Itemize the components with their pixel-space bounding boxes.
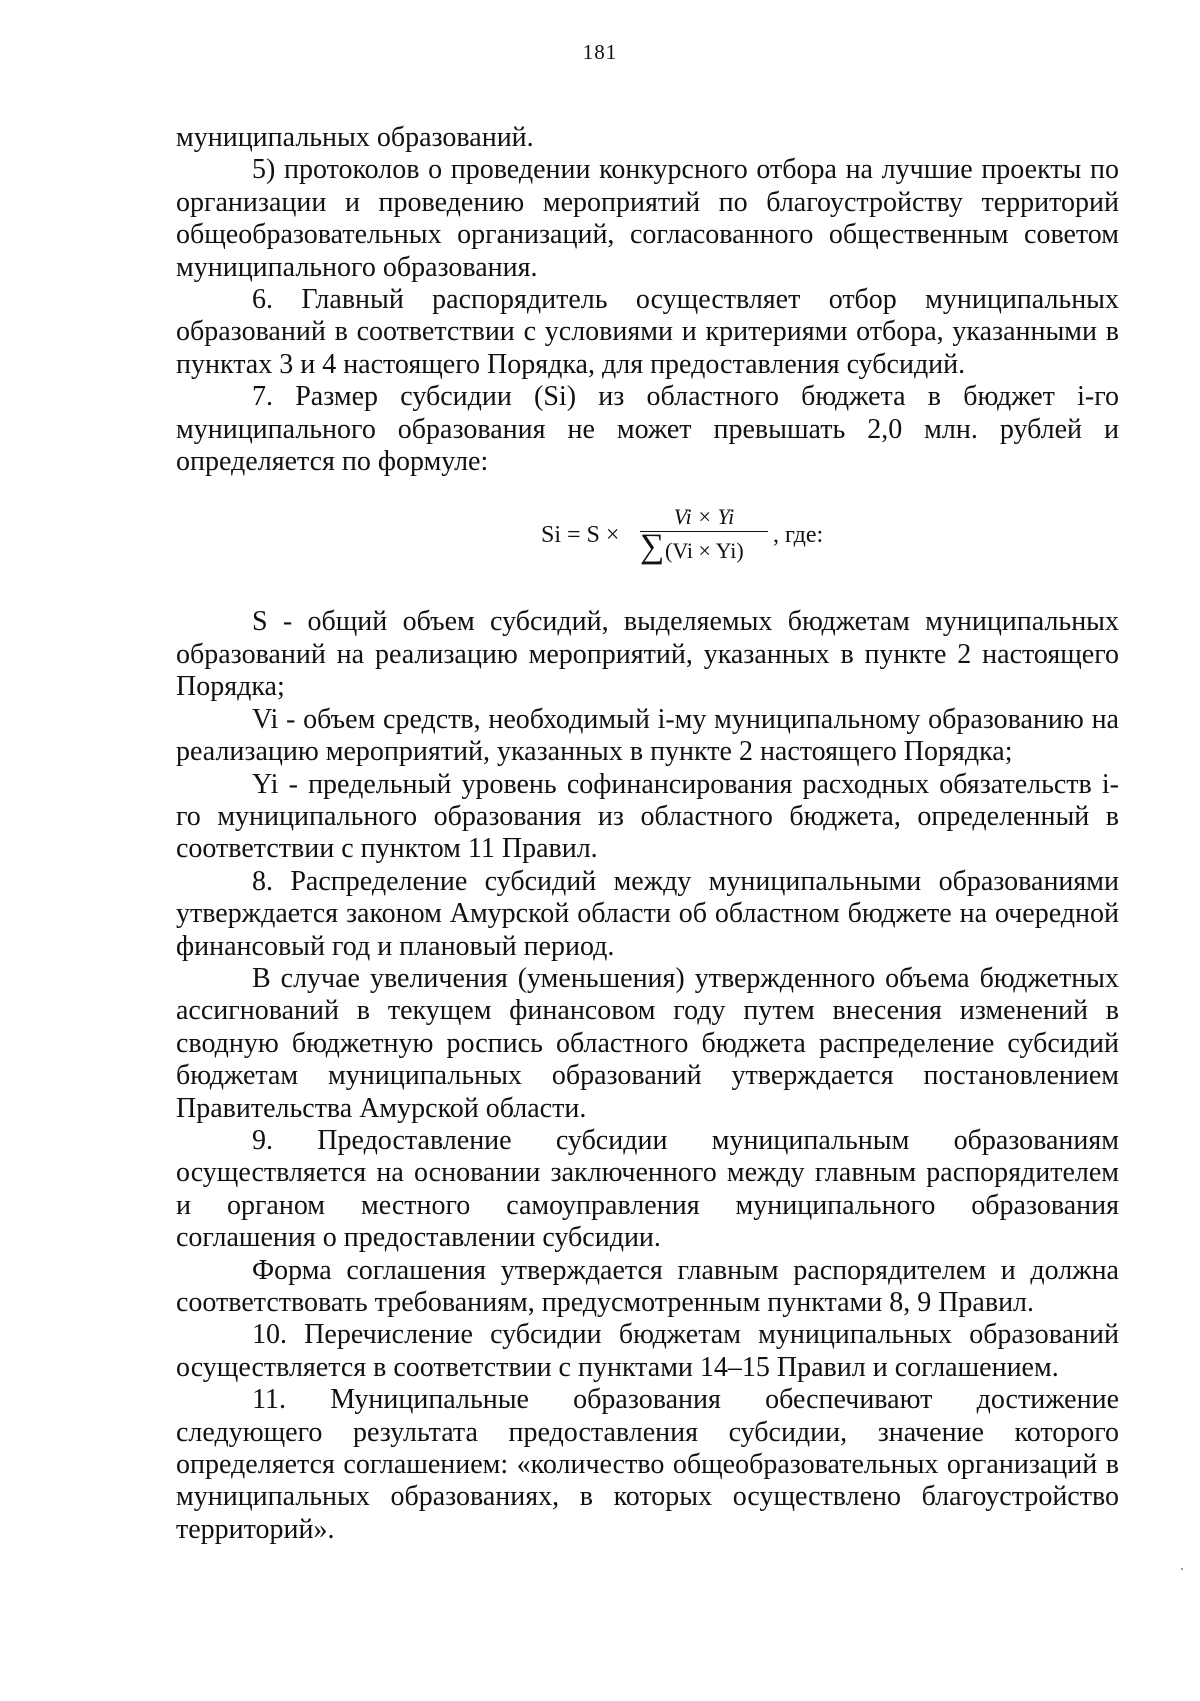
paragraph-clause-7: 7. Размер субсидии (Si) из областного бюджета в бюджет i-го муниципального образования не может превышать 2,0 млн. рублей и определяется по формуле:: [176, 381, 1119, 478]
paragraph-definition-vi: Vi - объем средств, необходимый i-му муниципальному образованию на реализацию мероприятий, указанных в пункте 2 настоящего Порядка;: [176, 703, 1119, 768]
paragraph-budget-change: В случае увеличения (уменьшения) утвержденного объема бюджетных ассигнований в текущем финансовом году путем внесения изменений в сводную бюджетную роспись областного бюджета распределение субсидий бюджетам муниципальных образований утверждается постановлением Правительства Амурской области.: [176, 962, 1119, 1124]
paragraph-clause-6: 6. Главный распорядитель осуществляет отбор муниципальных образований в соответствии с условиями и критериями отбора, указанными в пунктах 3 и 4 настоящего Порядка, для предоставления субсидий.: [176, 284, 1119, 380]
page-number: 181: [582, 40, 618, 64]
formula-tail: , где:: [773, 522, 824, 549]
sigma-symbol: ∑: [640, 528, 665, 566]
formula-fraction: [638, 501, 770, 581]
paragraph-clause-8: 8. Распределение субсидий между муниципальными образованиями утверждается законом Амурской области об областном бюджете на очередной финансовый год и плановый период.: [176, 865, 1119, 962]
subsidy-formula: [541, 501, 1001, 581]
scan-speck: [1181, 1568, 1183, 1570]
document-body: [176, 122, 1119, 1546]
formula-block: [176, 478, 1119, 606]
paragraph-continuation: муниципальных образований.: [176, 122, 534, 153]
paragraph-clause-10: 10. Перечисление субсидии бюджетам муниципальных образований осуществляется в соответствии с пунктами 14–15 Правил и соглашением.: [176, 1319, 1119, 1383]
paragraph-clause-9: 9. Предоставление субсидии муниципальным образованиям осуществляется на основании заключенного между главным распорядителем и органом местного самоуправления муниципального образования соглашения о предоставлении субсидии.: [176, 1124, 1119, 1254]
formula-lhs: Si = S ×: [541, 522, 620, 549]
formula-denominator: (Vi × Yi): [665, 538, 744, 564]
paragraph-item-5-protocols: 5) протоколов о проведении конкурсного отбора на лучшие проекты по организации и проведению мероприятий по благоустройству территорий общеобразовательных организаций, согласованного общественным советом муниципального образования.: [176, 154, 1119, 283]
paragraph-definition-yi: Yi - предельный уровень софинансирования расходных обязательств i-го муниципального образования из областного бюджета, определенный в соответствии с пунктом 11 Правил.: [176, 768, 1119, 865]
formula-numerator: Vi × Yi: [673, 504, 735, 530]
paragraph-agreement-form: Форма соглашения утверждается главным распорядителем и должна соответствовать требованиям, предусмотренным пунктами 8, 9 Правил.: [176, 1254, 1119, 1318]
paragraph-clause-11: 11. Муниципальные образования обеспечивают достижение следующего результата предоставления субсидии, значение которого определяется соглашением: «количество общеобразовательных организаций в муниципальных образованиях, в которых осуществлено благоустройство территорий».: [176, 1384, 1119, 1545]
paragraph-definition-s: S - общий объем субсидий, выделяемых бюджетам муниципальных образований на реализацию мероприятий, указанных в пункте 2 настоящего Порядка;: [176, 606, 1119, 703]
